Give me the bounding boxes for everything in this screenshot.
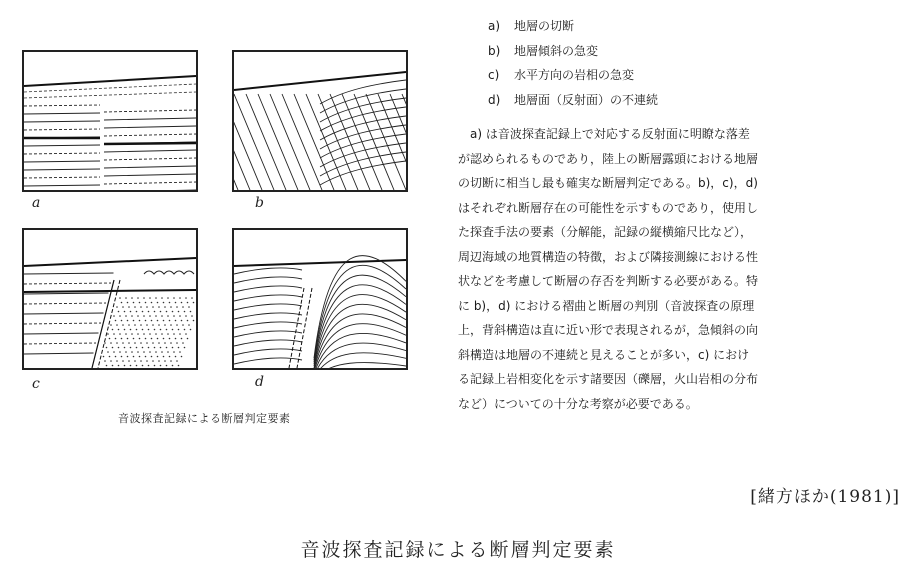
body-line: が認められるものであり，陸上の断層露頭における地層 [458, 151, 759, 166]
list-item [488, 88, 658, 113]
list-text: 地層の切断 [514, 19, 575, 33]
body-line: る記録上岩相変化を示す諸要因（礫層，火山岩相の分布 [458, 372, 759, 386]
body-line: a) は音波探査記録上で対応する反射面に明瞭な落差 [458, 127, 750, 141]
body-line: の切断に相当し最も確実な断層判定である。b)，c)，d) [458, 176, 758, 190]
page-title: 音波探査記録による断層判定要素 [300, 539, 616, 561]
list-item [488, 39, 658, 64]
body-line: た探査手法の要素（分解能，記録の縦横縮尺比など）， [458, 225, 753, 239]
figure-panel-b [232, 50, 408, 192]
panel-b-drawing [234, 52, 406, 190]
list-marker: c) [488, 68, 500, 82]
body-line: 状などを考慮して断層の存否を判断する必要がある。特 [458, 274, 759, 288]
list-marker: d) [488, 92, 501, 107]
body-line: 斜構造は地層の不連続と見えることが多い，c) におけ [458, 347, 750, 362]
figure-panel-d [232, 228, 408, 370]
citation: [緒方ほか(1981)] [750, 487, 900, 507]
body-line: 上，背斜構造は直に近い形で表現されるが，急傾斜の向 [458, 323, 759, 337]
figure-panel-a [22, 50, 198, 192]
panel-label-d: d [255, 374, 264, 390]
panel-label-c: c [32, 376, 40, 392]
body-paragraph [458, 122, 903, 416]
list-marker: a) [488, 19, 501, 33]
list-text: 地層面（反射面）の不連続 [514, 92, 659, 107]
body-line: はそれぞれ断層存在の可能性を示すものであり，使用し [458, 200, 759, 215]
list-item [488, 63, 658, 88]
figure-panel-c [22, 228, 198, 370]
body-line: など）についての十分な考察が必要である。 [458, 396, 698, 411]
list-item [488, 14, 658, 39]
list-text: 水平方向の岩相の急変 [514, 68, 635, 82]
list-text: 地層傾斜の急変 [514, 43, 599, 58]
panel-label-a: a [32, 195, 41, 211]
figure-caption: 音波探査記録による断層判定要素 [118, 412, 291, 425]
panel-a-drawing [24, 52, 196, 190]
list-marker: b) [488, 43, 501, 58]
body-line: に b)，d) における褶曲と断層の判別（音波探査の原理 [458, 298, 755, 313]
panel-d-drawing [234, 230, 406, 368]
panel-c-drawing [24, 230, 196, 368]
criteria-list [488, 14, 658, 112]
body-line: 周辺海域の地質構造の特徴，および隣接測線における性 [458, 249, 759, 264]
panel-label-b: b [255, 195, 264, 211]
